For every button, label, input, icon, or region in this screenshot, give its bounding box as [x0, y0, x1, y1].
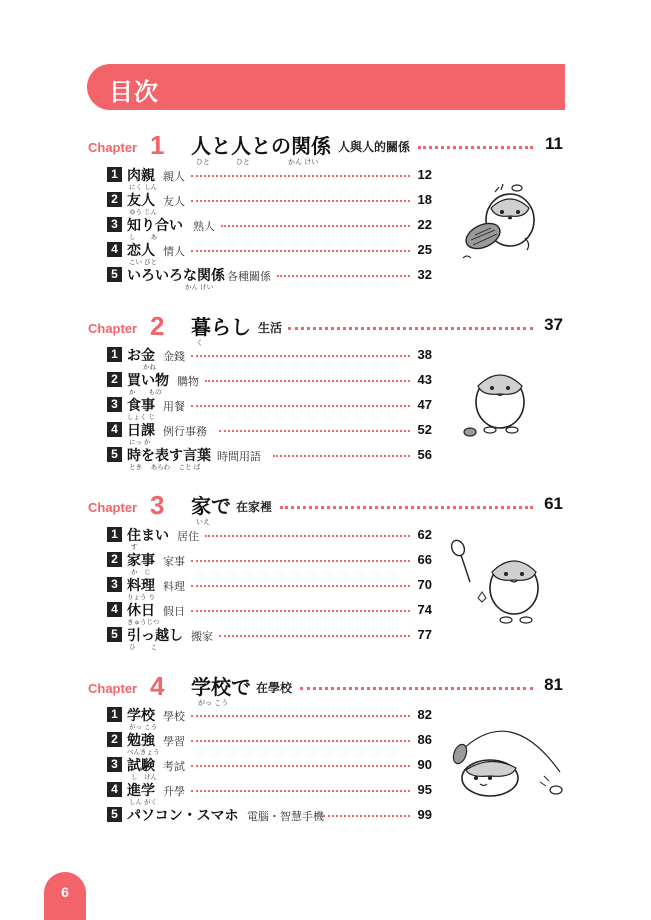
- ruby: にっ か: [129, 438, 151, 446]
- section-subtitle: 料理: [163, 580, 185, 593]
- leader-dots: [191, 200, 410, 202]
- section-title: パソコン・スマホ: [127, 808, 239, 824]
- hamster-with-spoon-icon: [448, 538, 548, 638]
- ruby: か じ: [131, 568, 151, 576]
- section-subtitle: 考試: [163, 760, 185, 773]
- leader-dots: [273, 455, 410, 457]
- section-number: 2: [107, 372, 122, 387]
- ruby: ゆう じん: [129, 208, 158, 216]
- ruby: がっ こう: [198, 699, 229, 707]
- section-subtitle: 親人: [163, 170, 185, 183]
- ruby: いえ: [196, 518, 210, 526]
- section-2-1[interactable]: [107, 346, 432, 370]
- chapter-label: Chapter: [88, 321, 138, 336]
- section-number: 3: [107, 217, 122, 232]
- section-subtitle: 家事: [163, 555, 185, 568]
- leader-dots: [191, 585, 410, 587]
- section-3-1[interactable]: [107, 526, 432, 550]
- section-subtitle: 用餐: [163, 400, 185, 413]
- section-subtitle: 升學: [163, 785, 185, 798]
- section-4-5[interactable]: [107, 806, 432, 830]
- chapter-4[interactable]: [88, 671, 563, 707]
- section-title: 学校: [127, 708, 155, 724]
- section-page: 56: [417, 447, 432, 462]
- section-page: 12: [417, 167, 432, 182]
- hamster-walking-icon: [460, 358, 540, 440]
- section-title: 時を表す言葉: [127, 448, 211, 464]
- section-subtitle: 購物: [177, 375, 199, 388]
- section-title: いろいろな関係: [127, 268, 225, 284]
- section-number: 1: [107, 347, 122, 362]
- ruby: く: [196, 339, 203, 347]
- section-number: 5: [107, 807, 122, 822]
- hamster-with-seed-icon: [455, 178, 550, 270]
- ruby: しん がく: [129, 798, 158, 806]
- chapter-number: 1: [150, 130, 165, 160]
- leader-dots: [191, 715, 410, 717]
- section-subtitle: 例行事務: [163, 425, 207, 438]
- section-subtitle: 友人: [163, 195, 185, 208]
- ruby: きゅうじつ: [127, 618, 160, 626]
- section-title: 料理: [127, 578, 155, 594]
- section-page: 77: [417, 627, 432, 642]
- section-subtitle: 學習: [163, 735, 185, 748]
- ruby: にく しん: [129, 183, 158, 191]
- ruby: しょく じ: [127, 413, 156, 421]
- section-page: 86: [417, 732, 432, 747]
- section-subtitle: 居住: [177, 530, 199, 543]
- section-3-3[interactable]: [107, 576, 432, 600]
- section-page: 43: [417, 372, 432, 387]
- section-1-2[interactable]: [107, 191, 432, 215]
- section-page: 22: [417, 217, 432, 232]
- section-title: 勉強: [127, 733, 155, 749]
- section-title: 友人: [127, 193, 155, 209]
- section-1-3[interactable]: [107, 216, 432, 240]
- ruby: し あ: [129, 233, 158, 241]
- section-page: 32: [417, 267, 432, 282]
- chapter-title: 暮らし: [191, 315, 251, 339]
- chapter-subtitle: 人與人的關係: [338, 140, 411, 154]
- ruby: かん けい: [185, 283, 214, 291]
- ruby: ひと: [236, 158, 250, 166]
- section-number: 2: [107, 192, 122, 207]
- chapter-title: 学校で: [191, 675, 251, 699]
- section-4-1[interactable]: [107, 706, 432, 730]
- section-page: 74: [417, 602, 432, 617]
- leader-dots: [288, 327, 533, 330]
- chapter-label: Chapter: [88, 140, 138, 155]
- section-4-4[interactable]: [107, 781, 432, 805]
- ruby: とき あらわ こと ば: [129, 463, 201, 471]
- section-title: 肉親: [127, 168, 155, 184]
- leader-dots: [300, 687, 533, 690]
- section-page: 38: [417, 347, 432, 362]
- section-page: 62: [417, 527, 432, 542]
- chapter-number: 3: [150, 490, 165, 520]
- section-2-3[interactable]: [107, 396, 432, 420]
- chapter-page: 11: [545, 134, 563, 153]
- section-number: 4: [107, 602, 122, 617]
- section-subtitle: 情人: [163, 245, 185, 258]
- section-number: 4: [107, 782, 122, 797]
- section-title: 日課: [127, 423, 155, 439]
- section-number: 2: [107, 552, 122, 567]
- section-number: 3: [107, 757, 122, 772]
- section-title: 住まい: [127, 528, 169, 544]
- chapter-2[interactable]: [88, 311, 563, 347]
- leader-dots: [219, 635, 410, 637]
- section-title: 知り合い: [127, 218, 183, 234]
- page-number-tab: [44, 872, 86, 920]
- section-subtitle: 學校: [163, 710, 185, 723]
- section-number: 5: [107, 267, 122, 282]
- section-page: 70: [417, 577, 432, 592]
- chapter-3[interactable]: [88, 490, 563, 526]
- leader-dots: [191, 610, 410, 612]
- section-title: 恋人: [127, 243, 155, 259]
- leader-dots: [191, 405, 410, 407]
- leader-dots: [191, 560, 410, 562]
- ruby: こい びと: [129, 258, 158, 266]
- ruby: べんきょう: [127, 748, 160, 756]
- leader-dots: [191, 355, 410, 357]
- leader-dots: [277, 275, 410, 277]
- section-2-2[interactable]: [107, 371, 432, 395]
- section-number: 1: [107, 167, 122, 182]
- section-page: 99: [417, 807, 432, 822]
- section-2-4[interactable]: [107, 421, 432, 445]
- section-subtitle: 搬家: [191, 630, 213, 643]
- section-title: 休日: [127, 603, 155, 619]
- section-number: 2: [107, 732, 122, 747]
- section-page: 66: [417, 552, 432, 567]
- section-subtitle: 假日: [163, 605, 185, 618]
- section-subtitle: 熟人: [193, 220, 215, 233]
- section-1-5[interactable]: [107, 266, 432, 290]
- section-title: お金: [127, 348, 155, 364]
- section-number: 1: [107, 707, 122, 722]
- section-subtitle: 時間用語: [217, 450, 261, 463]
- section-subtitle: 金錢: [163, 350, 185, 363]
- section-page: 52: [417, 422, 432, 437]
- section-page: 18: [417, 192, 432, 207]
- section-subtitle: 各種關係: [227, 270, 271, 283]
- leader-dots: [191, 250, 410, 252]
- section-title: 進学: [127, 783, 155, 799]
- ruby: かね: [143, 363, 156, 371]
- hamster-jumping-icon: [440, 712, 580, 812]
- section-3-2[interactable]: [107, 551, 432, 575]
- chapter-page: 81: [544, 675, 563, 694]
- section-page: 90: [417, 757, 432, 772]
- toc-banner: [87, 64, 565, 110]
- leader-dots: [323, 815, 410, 817]
- ruby: がっ こう: [129, 723, 158, 731]
- section-number: 5: [107, 627, 122, 642]
- section-page: 47: [417, 397, 432, 412]
- ruby: か もの: [129, 388, 162, 396]
- section-4-2[interactable]: [107, 731, 432, 755]
- page-number: 6: [61, 884, 69, 900]
- section-number: 4: [107, 242, 122, 257]
- ruby: し けん: [131, 773, 157, 781]
- leader-dots: [191, 765, 410, 767]
- leader-dots: [219, 430, 410, 432]
- section-number: 5: [107, 447, 122, 462]
- section-page: 95: [417, 782, 432, 797]
- leader-dots: [280, 506, 533, 509]
- chapter-subtitle: 在學校: [256, 681, 293, 695]
- chapter-number: 4: [150, 671, 165, 701]
- section-title: 引っ越し: [127, 628, 183, 644]
- section-3-5[interactable]: [107, 626, 432, 650]
- leader-dots: [205, 380, 410, 382]
- section-1-1[interactable]: [107, 166, 432, 190]
- ruby: ひ こ: [129, 643, 158, 651]
- section-title: 買い物: [127, 373, 169, 389]
- ruby: かん けい: [288, 158, 319, 166]
- leader-dots: [205, 535, 410, 537]
- section-title: 家事: [127, 553, 155, 569]
- chapter-subtitle: 在家裡: [236, 500, 273, 514]
- leader-dots: [418, 146, 533, 149]
- section-number: 3: [107, 577, 122, 592]
- page-title: 目次: [109, 78, 159, 106]
- chapter-page: 61: [544, 494, 563, 513]
- chapter-number: 2: [150, 311, 165, 341]
- section-number: 3: [107, 397, 122, 412]
- chapter-label: Chapter: [88, 681, 138, 696]
- section-1-4[interactable]: [107, 241, 432, 265]
- section-number: 4: [107, 422, 122, 437]
- section-number: 1: [107, 527, 122, 542]
- chapter-title: 人と人との関係: [191, 134, 331, 158]
- chapter-subtitle: 生活: [258, 321, 283, 335]
- leader-dots: [191, 740, 410, 742]
- section-3-4[interactable]: [107, 601, 432, 625]
- leader-dots: [191, 790, 410, 792]
- section-page: 25: [417, 242, 432, 257]
- section-title: 食事: [127, 398, 155, 414]
- section-subtitle: 電腦・智慧手機: [247, 810, 324, 823]
- section-page: 82: [417, 707, 432, 722]
- ruby: す: [131, 543, 138, 551]
- ruby: りょう り: [127, 593, 156, 601]
- leader-dots: [191, 175, 410, 177]
- section-2-5[interactable]: [107, 446, 432, 470]
- chapter-label: Chapter: [88, 500, 138, 515]
- leader-dots: [221, 225, 410, 227]
- chapter-page: 37: [544, 315, 563, 334]
- section-title: 試験: [127, 758, 155, 774]
- section-4-3[interactable]: [107, 756, 432, 780]
- chapter-title: 家で: [191, 494, 231, 518]
- ruby: ひと: [196, 158, 210, 166]
- chapter-1[interactable]: [88, 130, 563, 166]
